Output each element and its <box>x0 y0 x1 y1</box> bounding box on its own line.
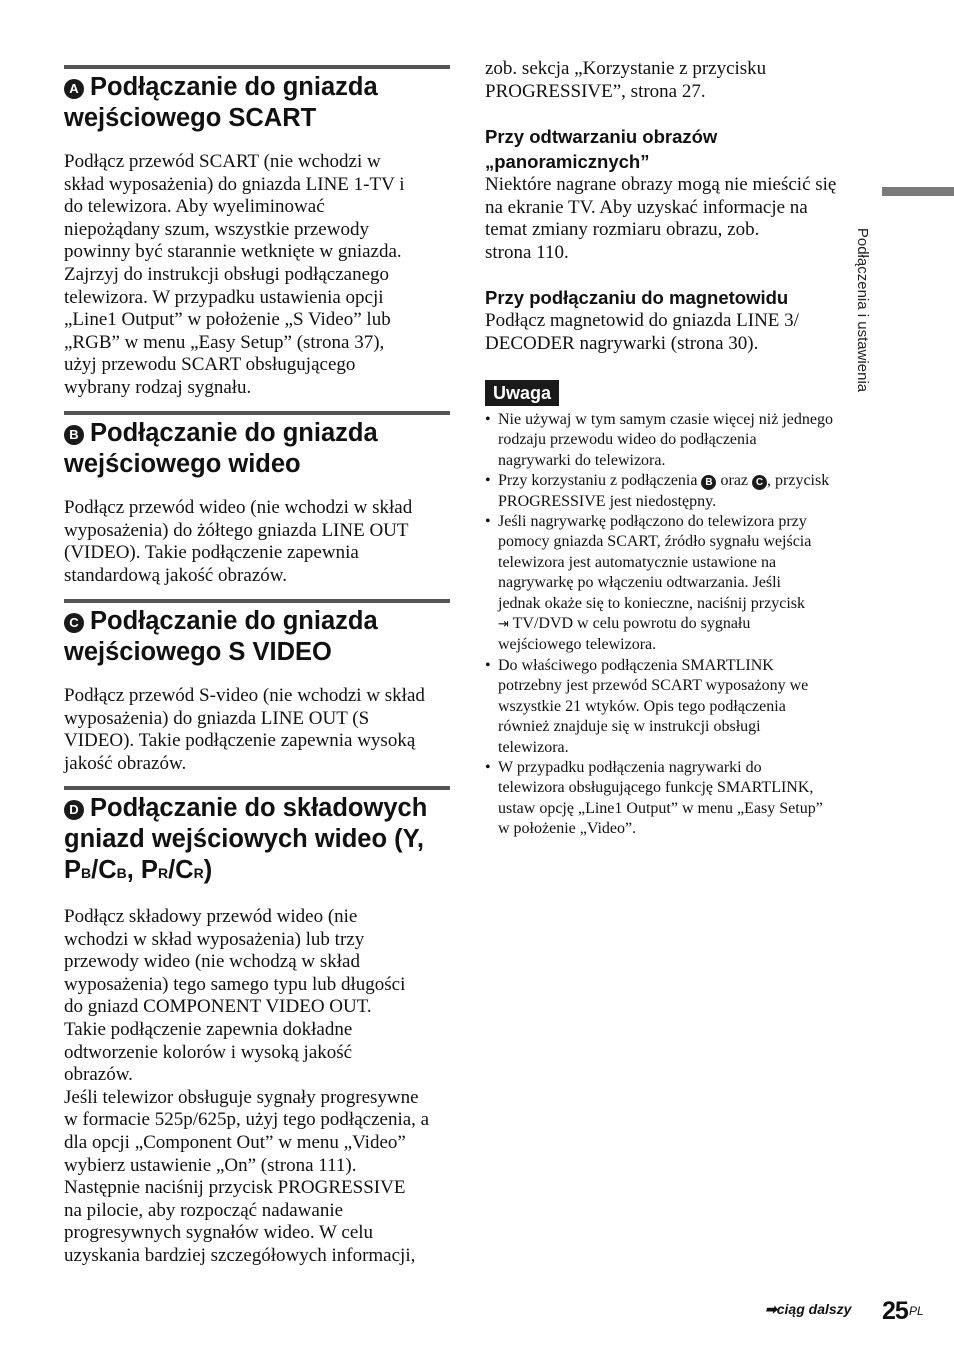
letter-d-icon: D <box>64 800 84 820</box>
note-label: Uwaga <box>485 380 559 406</box>
section-heading-line3: PB/CB, PR/CR) <box>64 856 213 884</box>
arrow-right-icon: ➡ <box>765 1301 777 1317</box>
page-footer <box>760 1296 930 1336</box>
note-item: • Przy korzystaniu z podłączenia B oraz C , przycisk PROGRESSIVE jest niedostępny. <box>485 471 870 512</box>
section-heading <box>64 606 450 668</box>
section-heading <box>64 418 450 480</box>
note-item: • Nie używaj w tym samym czasie więcej niż jednego rodzaju przewodu wideo do podłączenia nagrywarki do telewizora. <box>485 410 870 471</box>
continued-text: ciąg dalszy <box>776 1301 852 1317</box>
page-number: 25 <box>882 1297 908 1325</box>
note-list <box>485 410 870 840</box>
vcr-heading: Przy podłączaniu do magnetowidu <box>485 287 789 308</box>
section-heading <box>64 72 450 134</box>
section-body: Podłącz przewód SCART (nie wchodzi w skład wyposażenia) do gniazda LINE 1-TV i do telewizora. Aby wyeliminować niepożądany szum, wszystkie przewody powinny być starannie wetknięte w gniazda. Zajrzyj do instrukcji obsługi podłączanego telewizora. W przypadku ustawienia opcji „Line1 Output” w położenie „S Video” lub „RGB” w menu „Easy Setup” (strona 37), użyj przewodu SCART obsługującego wybrany rodzaj sygnału. <box>64 151 405 398</box>
section-rule <box>64 65 450 69</box>
section-heading-text: Podłączanie do gniazda wejściowego SCART <box>64 73 378 132</box>
section-video <box>64 411 450 587</box>
section-body: Podłącz przewód wideo (nie wchodzi w skład wyposażenia) do żółtego gniazda LINE OUT (VIDEO). Takie podłączenie zapewnia standardową jakość obrazów. <box>64 497 413 586</box>
section-body: Podłącz przewód S-video (nie wchodzi w skład wyposażenia) do gniazda LINE OUT (S VIDEO). Takie podłączenie zapewnia wysoką jakość obrazów. <box>64 685 425 774</box>
section-heading-line2: gniazd wejściowych wideo (Y, <box>64 825 424 853</box>
panoramic-body: Niektóre nagrane obrazy mogą nie mieścić się na ekranie TV. Aby uzyskać informacje na temat zmiany rozmiaru obrazu, zob. strona 110. <box>485 174 837 263</box>
note-item: • Jeśli nagrywarkę podłączono do telewizora przy pomocy gniazda SCART, źródło sygnału wejścia telewizora jest automatycznie ustawione na nagrywarkę po włączeniu odtwarzania. Jeśli jednak okaże się to konieczne, naciśnij przycisk ⇥ TV/DVD w celu powrotu do sygnału wejściowego telewizora. <box>485 512 870 656</box>
section-scart <box>64 65 450 400</box>
section-body: Podłącz składowy przewód wideo (nie wchodzi w skład wyposażenia) lub trzy przewody wideo (nie wchodzą w skład wyposażenia) tego samego typu lub długości do gniazd COMPONENT VIDEO OUT. Takie podłączenie zapewnia dokładne odtworzenie kolorów i wysoką jakość obrazów. Jeśli telewizor obsługuje sygnały progresywne w formacie 525p/625p, użyj tego podłączenia, a dla opcji „Component Out” w menu „Video” wybierz ustawienie „On” (strona 111). Następnie naciśnij przycisk PROGRESSIVE na pilocie, aby rozpocząć nadawanie progresywnych sygnałów wideo. W celu uzyskania bardziej szczegółowych informacji, <box>64 906 430 1266</box>
letter-c-icon: C <box>752 475 767 490</box>
section-rule <box>64 786 450 790</box>
page-language-suffix: PL <box>909 1304 924 1318</box>
side-tab-label: Podłączenia i ustawienia <box>854 227 871 393</box>
vcr-block <box>485 285 867 355</box>
section-rule <box>64 599 450 603</box>
continued-indicator <box>765 1301 851 1318</box>
note-item: • W przypadku podłączenia nagrywarki do telewizora obsługującego funkcję SMARTLINK, ustaw opcję „Line1 Output” w menu „Easy Setup” w położenie „Video”. <box>485 758 870 840</box>
letter-b-icon: B <box>64 425 84 445</box>
letter-b-icon: B <box>701 475 716 490</box>
note-block <box>485 380 870 840</box>
section-heading <box>64 793 450 889</box>
side-tab-marker <box>882 187 954 196</box>
letter-c-icon: C <box>64 613 84 633</box>
section-rule <box>64 411 450 415</box>
section-heading-text: Podłączanie do gniazda wejściowego S VIDEO <box>64 607 378 666</box>
panoramic-block <box>485 124 867 264</box>
section-heading-text: Podłączanie do gniazda wejściowego wideo <box>64 419 378 478</box>
vcr-body: Podłącz magnetowid do gniazda LINE 3/ DECODER nagrywarki (strona 30). <box>485 310 799 354</box>
section-component <box>64 786 450 1268</box>
note-item: • Do właściwego podłączenia SMARTLINK potrzebny jest przewód SCART wyposażony we wszystkie 21 wtyków. Opis tego podłączenia również znajduje się w instrukcji obsługi telewizora. <box>485 656 870 758</box>
input-select-icon: ⇥ <box>498 617 509 633</box>
continuation-text: zob. sekcja „Korzystanie z przycisku PROGRESSIVE”, strona 27. <box>485 58 767 102</box>
section-svideo <box>64 599 450 775</box>
letter-a-icon: A <box>64 79 84 99</box>
section-heading-line1: Podłączanie do składowych <box>90 794 428 822</box>
panoramic-heading: Przy odtwarzaniu obrazów „panoramicznych” <box>485 126 718 172</box>
